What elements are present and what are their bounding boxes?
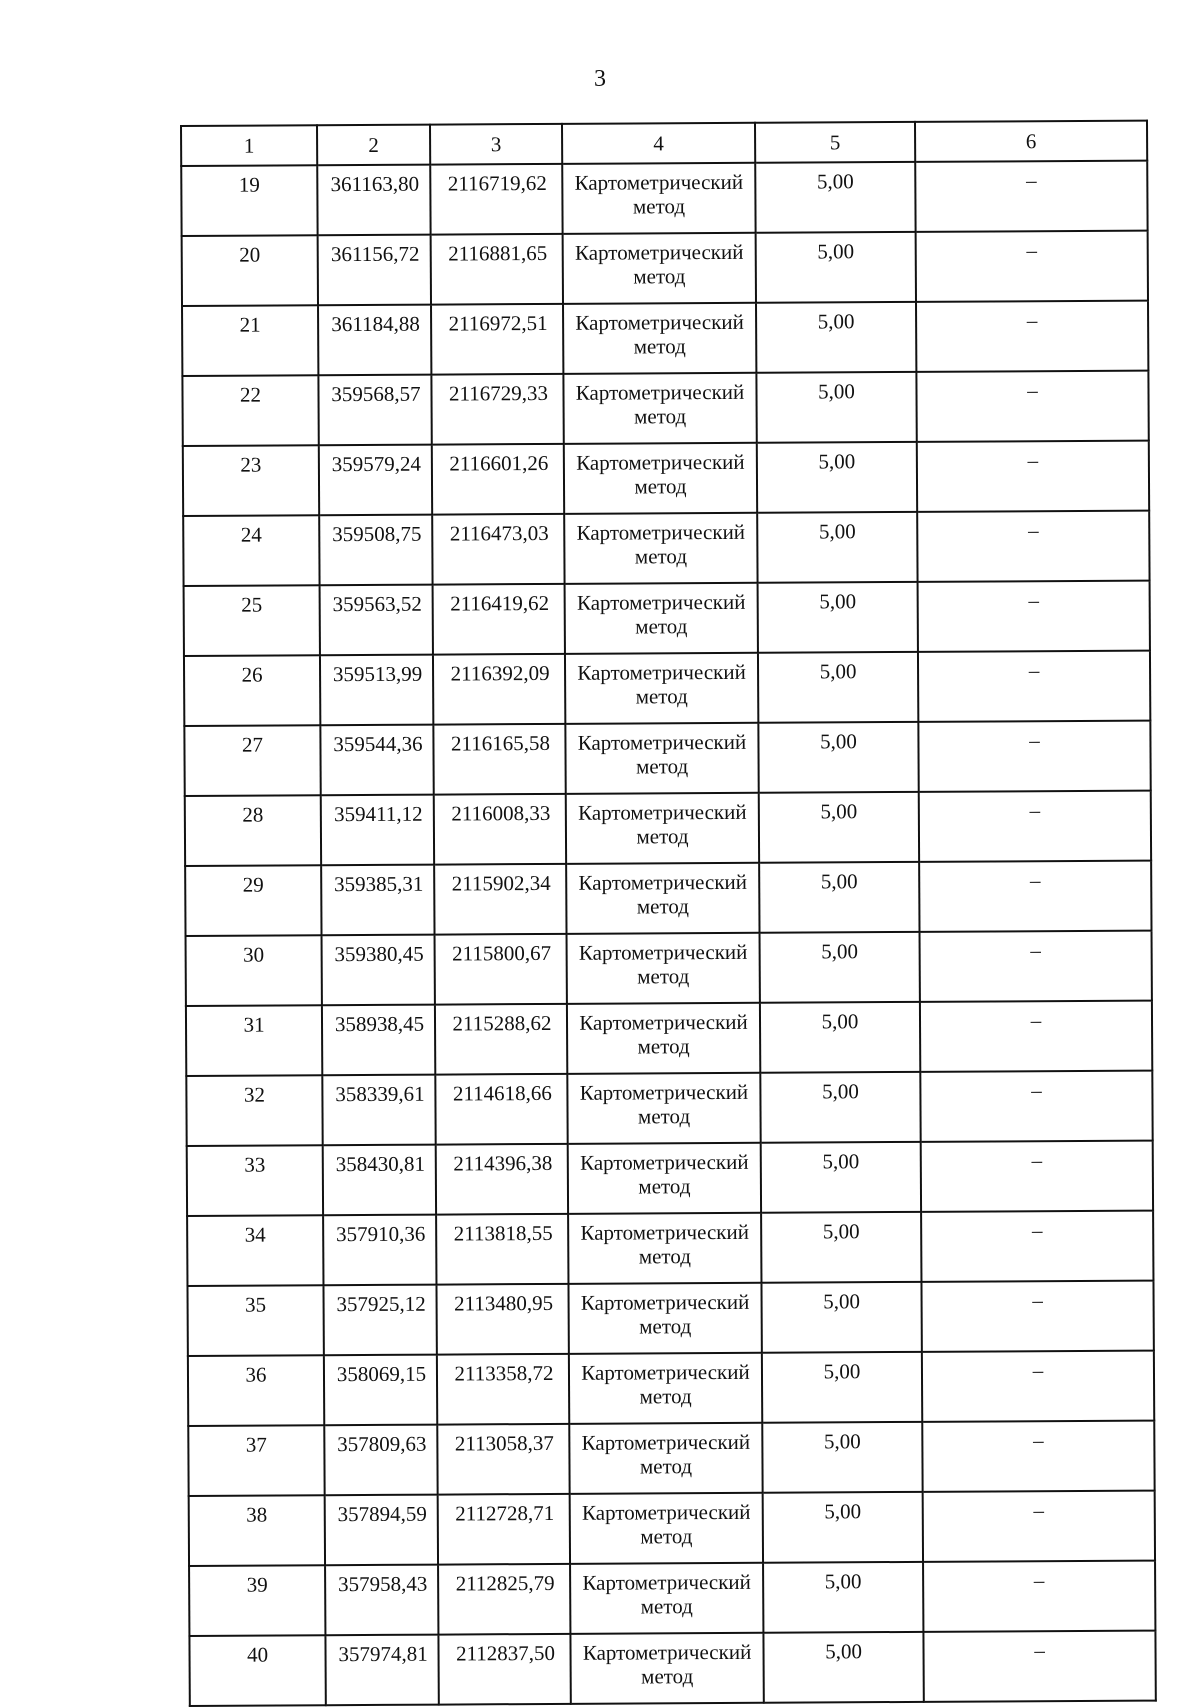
note-cell: –	[918, 721, 1150, 792]
y-coordinate-cell: 2113818,55	[436, 1214, 568, 1285]
accuracy-cell: 5,00	[763, 1632, 923, 1703]
accuracy-cell: 5,00	[763, 1492, 923, 1563]
point-number-cell: 32	[186, 1075, 322, 1146]
table-row	[188, 1421, 1154, 1496]
table-row	[182, 371, 1148, 446]
method-cell: Картометрический метод	[567, 1003, 760, 1074]
y-coordinate-cell: 2113480,95	[436, 1284, 568, 1355]
method-cell: Картометрический метод	[563, 233, 756, 304]
table-row	[184, 721, 1150, 796]
y-coordinate-cell: 2114618,66	[435, 1074, 567, 1145]
accuracy-cell: 5,00	[762, 1422, 922, 1493]
note-cell: –	[922, 1351, 1154, 1422]
method-cell: Картометрический метод	[570, 1563, 763, 1634]
x-coordinate-cell: 359563,52	[320, 585, 433, 656]
note-cell: –	[918, 651, 1150, 722]
table-row	[183, 441, 1149, 516]
note-cell: –	[921, 1141, 1153, 1212]
point-number-cell: 24	[183, 515, 319, 586]
method-cell: Картометрический метод	[563, 303, 756, 374]
table-row	[182, 231, 1148, 306]
x-coordinate-cell: 359579,24	[319, 445, 432, 516]
method-cell: Картометрический метод	[568, 1283, 761, 1354]
method-cell: Картометрический метод	[565, 653, 758, 724]
note-cell: –	[916, 231, 1148, 302]
y-coordinate-cell: 2113058,37	[437, 1424, 569, 1495]
table-row	[189, 1631, 1155, 1706]
note-cell: –	[919, 861, 1151, 932]
accuracy-cell: 5,00	[761, 1282, 921, 1353]
x-coordinate-cell: 358069,15	[324, 1355, 437, 1426]
x-coordinate-cell: 357910,36	[323, 1215, 436, 1286]
accuracy-cell: 5,00	[758, 582, 918, 653]
point-number-cell: 28	[185, 795, 321, 866]
note-cell: –	[921, 1211, 1153, 1282]
accuracy-cell: 5,00	[758, 722, 918, 793]
point-number-cell: 33	[187, 1145, 323, 1216]
accuracy-cell: 5,00	[759, 862, 919, 933]
y-coordinate-cell: 2114396,38	[436, 1144, 568, 1215]
table-row	[181, 161, 1147, 236]
x-coordinate-cell: 359513,99	[320, 655, 433, 726]
y-coordinate-cell: 2116719,62	[430, 164, 562, 235]
note-cell: –	[917, 441, 1149, 512]
accuracy-cell: 5,00	[761, 1212, 921, 1283]
table-row	[184, 651, 1150, 726]
y-coordinate-cell: 2116165,58	[433, 724, 565, 795]
method-cell: Картометрический метод	[568, 1213, 761, 1284]
accuracy-cell: 5,00	[760, 1002, 920, 1073]
y-coordinate-cell: 2116601,26	[432, 444, 564, 515]
method-cell: Картометрический метод	[565, 583, 758, 654]
accuracy-cell: 5,00	[761, 1142, 921, 1213]
note-cell: –	[916, 301, 1148, 372]
header-cell-4: 4	[562, 123, 755, 164]
point-number-cell: 23	[183, 445, 319, 516]
x-coordinate-cell: 357894,59	[325, 1495, 438, 1566]
method-cell: Картометрический метод	[567, 933, 760, 1004]
note-cell: –	[922, 1421, 1154, 1492]
accuracy-cell: 5,00	[755, 162, 915, 233]
point-number-cell: 31	[186, 1005, 322, 1076]
header-cell-2: 2	[317, 125, 430, 166]
y-coordinate-cell: 2116473,03	[432, 514, 564, 585]
method-cell: Картометрический метод	[565, 723, 758, 794]
y-coordinate-cell: 2116972,51	[431, 304, 563, 375]
table-row	[187, 1141, 1153, 1216]
point-number-cell: 26	[184, 655, 320, 726]
accuracy-cell: 5,00	[757, 512, 917, 583]
method-cell: Картометрический метод	[567, 1073, 760, 1144]
table-row	[183, 511, 1149, 586]
table-header	[181, 121, 1147, 166]
accuracy-cell: 5,00	[756, 372, 916, 443]
note-cell: –	[920, 931, 1152, 1002]
y-coordinate-cell: 2115800,67	[435, 934, 567, 1005]
header-cell-5: 5	[755, 122, 915, 163]
table-row	[187, 1211, 1153, 1286]
header-cell-6: 6	[915, 121, 1147, 162]
x-coordinate-cell: 361184,88	[318, 305, 431, 376]
point-number-cell: 34	[187, 1215, 323, 1286]
note-cell: –	[916, 371, 1148, 442]
y-coordinate-cell: 2116419,62	[433, 584, 565, 655]
y-coordinate-cell: 2116729,33	[431, 374, 563, 445]
x-coordinate-cell: 358339,61	[322, 1075, 435, 1146]
table-row	[188, 1351, 1154, 1426]
method-cell: Картометрический метод	[566, 863, 759, 934]
point-number-cell: 39	[189, 1565, 325, 1636]
point-number-cell: 36	[188, 1355, 324, 1426]
x-coordinate-cell: 359380,45	[322, 935, 435, 1006]
point-number-cell: 25	[184, 585, 320, 656]
table-row	[186, 1071, 1152, 1146]
table-row	[184, 581, 1150, 656]
point-number-cell: 22	[182, 375, 318, 446]
y-coordinate-cell: 2115288,62	[435, 1004, 567, 1075]
header-row	[181, 121, 1147, 166]
x-coordinate-cell: 359411,12	[321, 795, 434, 866]
method-cell: Картометрический метод	[569, 1353, 762, 1424]
accuracy-cell: 5,00	[756, 302, 916, 373]
note-cell: –	[919, 791, 1151, 862]
accuracy-cell: 5,00	[757, 442, 917, 513]
x-coordinate-cell: 358938,45	[322, 1005, 435, 1076]
point-number-cell: 20	[182, 235, 318, 306]
note-cell: –	[915, 161, 1147, 232]
table-row	[186, 931, 1152, 1006]
method-cell: Картометрический метод	[564, 513, 757, 584]
x-coordinate-cell: 357958,43	[325, 1565, 438, 1636]
method-cell: Картометрический метод	[570, 1633, 763, 1704]
accuracy-cell: 5,00	[760, 1072, 920, 1143]
x-coordinate-cell: 359544,36	[320, 725, 433, 796]
accuracy-cell: 5,00	[756, 232, 916, 303]
note-cell: –	[920, 1001, 1152, 1072]
x-coordinate-cell: 357925,12	[323, 1285, 436, 1356]
x-coordinate-cell: 358430,81	[323, 1145, 436, 1216]
point-number-cell: 19	[181, 165, 317, 236]
note-cell: –	[917, 511, 1149, 582]
x-coordinate-cell: 361156,72	[318, 235, 431, 306]
x-coordinate-cell: 359385,31	[321, 865, 434, 936]
header-cell-1: 1	[181, 125, 317, 166]
x-coordinate-cell: 357809,63	[324, 1425, 437, 1496]
method-cell: Картометрический метод	[564, 443, 757, 514]
note-cell: –	[920, 1071, 1152, 1142]
note-cell: –	[923, 1491, 1155, 1562]
method-cell: Картометрический метод	[562, 163, 755, 234]
page-number: 3	[594, 66, 606, 92]
method-cell: Картометрический метод	[566, 793, 759, 864]
x-coordinate-cell: 359508,75	[319, 515, 432, 586]
y-coordinate-cell: 2115902,34	[434, 864, 566, 935]
table-row	[185, 861, 1151, 936]
y-coordinate-cell: 2112825,79	[438, 1564, 570, 1635]
y-coordinate-cell: 2116392,09	[433, 654, 565, 725]
note-cell: –	[918, 581, 1150, 652]
y-coordinate-cell: 2113358,72	[437, 1354, 569, 1425]
point-number-cell: 27	[184, 725, 320, 796]
table-row	[185, 791, 1151, 866]
note-cell: –	[923, 1631, 1155, 1702]
table-row	[189, 1491, 1155, 1566]
point-number-cell: 30	[186, 935, 322, 1006]
y-coordinate-cell: 2112837,50	[438, 1634, 570, 1705]
point-number-cell: 35	[187, 1285, 323, 1356]
accuracy-cell: 5,00	[762, 1352, 922, 1423]
table-body	[181, 161, 1156, 1706]
point-number-cell: 40	[189, 1635, 325, 1706]
accuracy-cell: 5,00	[759, 792, 919, 863]
accuracy-cell: 5,00	[760, 932, 920, 1003]
point-number-cell: 29	[185, 865, 321, 936]
table-row	[189, 1561, 1155, 1636]
method-cell: Картометрический метод	[569, 1423, 762, 1494]
x-coordinate-cell: 361163,80	[317, 165, 430, 236]
table-row	[182, 301, 1148, 376]
point-number-cell: 21	[182, 305, 318, 376]
header-cell-3: 3	[430, 124, 562, 165]
x-coordinate-cell: 357974,81	[325, 1635, 438, 1706]
method-cell: Картометрический метод	[563, 373, 756, 444]
x-coordinate-cell: 359568,57	[318, 375, 431, 446]
point-number-cell: 38	[189, 1495, 325, 1566]
y-coordinate-cell: 2116008,33	[434, 794, 566, 865]
note-cell: –	[923, 1561, 1155, 1632]
accuracy-cell: 5,00	[763, 1562, 923, 1633]
method-cell: Картометрический метод	[570, 1493, 763, 1564]
accuracy-cell: 5,00	[758, 652, 918, 723]
table-row	[186, 1001, 1152, 1076]
method-cell: Картометрический метод	[568, 1143, 761, 1214]
table-row	[187, 1281, 1153, 1356]
note-cell: –	[921, 1281, 1153, 1352]
y-coordinate-cell: 2112728,71	[438, 1494, 570, 1565]
point-number-cell: 37	[188, 1425, 324, 1496]
y-coordinate-cell: 2116881,65	[431, 234, 563, 305]
coordinates-table	[180, 120, 1157, 1707]
